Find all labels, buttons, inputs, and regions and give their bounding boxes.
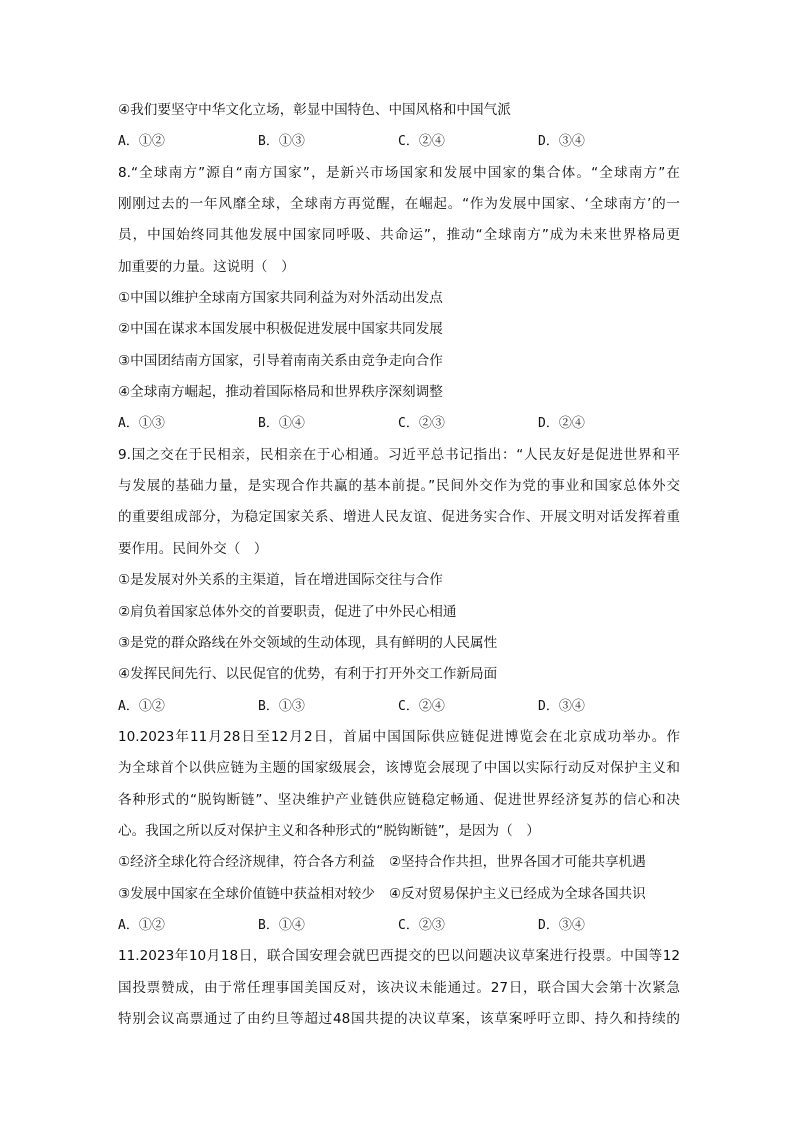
option-a: A．①③ [118, 416, 165, 432]
option-d: D．②④ [538, 416, 585, 432]
q10-statements-row [118, 847, 680, 878]
q10-stem-line: 为全球首个以供应链为主题的国家级展会，该博览会展现了中国以实际行动反对保护主义和 [118, 760, 680, 777]
q9-stem-line: 的重要组成部分，为稳定国家关系、增进人民友谊、促进务实合作、开展文明对话发挥着重 [118, 509, 680, 526]
option-c: C．②④ [398, 698, 445, 714]
option-c: C．②④ [398, 134, 445, 150]
q7-statement-4: ④我们要坚守中华文化立场，彰显中国特色、中国风格和中国气派 [118, 102, 511, 118]
q9-statement: ②肩负着国家总体外交的首要职责，促进了中外民心相通 [118, 603, 457, 620]
q11-stem-line: 特别会议高票通过了由约旦等超过48国共提的决议草案，该草案呼吁立即、持久和持续的 [118, 1010, 680, 1027]
q9-stem-line: 与发展的基础力量，是实现合作共赢的基本前提。”民间外交作为党的事业和国家总体外交 [118, 478, 680, 495]
option-a: A．①② [118, 917, 165, 933]
option-b: B．①③ [258, 134, 305, 150]
q8-statement: ③中国团结南方国家，引导着南南关系由竞争走向合作 [118, 352, 443, 369]
q8-stem-line: 员，中国始终同其他发展中国家同呼吸、共命运”，推动“全球南方”成为未来世界格局更 [118, 227, 680, 244]
q10-statement: ①经济全球化符合经济规律，符合各方利益 [118, 854, 375, 871]
q10-statements-row [118, 879, 680, 910]
q11-stem-line: 国投票赞成，由于常任理事国美国反对，该决议未能通过。27日，联合国大会第十次紧急 [118, 979, 680, 996]
q8-stem-line: 8.“全球南方”源自“南方国家”，是新兴市场国家和发展中国家的集合体。“全球南方”在 [118, 164, 680, 181]
option-c: C．②③ [398, 917, 445, 933]
q10-statement: ④反对贸易保护主义已经成为全球各国共识 [388, 885, 646, 902]
q10-statement: ②坚持合作共担，世界各国才可能共享机遇 [388, 854, 646, 871]
q9-statement: ④发挥民间先行、以民促官的优势，有利于打开外交工作新局面 [118, 666, 498, 683]
q10-options [118, 910, 680, 941]
q9-stem-line: 要作用。民间外交（ ） [118, 540, 268, 557]
q8-stem-line: 加重要的力量。这说明（ ） [118, 258, 295, 275]
q7-options [118, 126, 680, 157]
option-d: D．③④ [538, 698, 585, 714]
option-b: B．①④ [258, 917, 305, 933]
q9-statement: ③是党的群众路线在外交领域的生动体现，具有鲜明的人民属性 [118, 634, 498, 651]
option-c: C．②③ [398, 416, 445, 432]
q8-statement: ④全球南方崛起，推动着国际格局和世界秩序深刻调整 [118, 384, 443, 401]
option-b: B．①③ [258, 698, 305, 714]
option-a: A．①② [118, 134, 165, 150]
q8-stem-line: 刚刚过去的一年风靡全球，全球南方再觉醒，在崛起。“作为发展中国家、‘全球南方’的一 [118, 196, 680, 213]
q9-stem-line: 9.国之交在于民相亲，民相亲在于心相通。习近平总书记指出：“人民友好是促进世界和平 [118, 446, 680, 463]
option-a: A．①② [118, 698, 165, 714]
q11-stem-line: 11.2023年10月18日，联合国安理会就巴西提交的巴以问题决议草案进行投票。中国等12 [118, 948, 680, 965]
q9-statement: ①是发展对外关系的主渠道，旨在增进国际交往与合作 [118, 572, 443, 589]
q10-stem-line: 心。我国之所以反对保护主义和各种形式的“脱钩断链”，是因为（ ） [118, 822, 540, 839]
q10-stem-line: 10.2023年11月28日至12月2日，首届中国国际供应链促进博览会在北京成功举办。作 [118, 728, 680, 745]
exam-page [118, 95, 680, 1035]
q8-statement: ①中国以维护全球南方国家共同利益为对外活动出发点 [118, 290, 443, 307]
option-d: D．③④ [538, 917, 585, 933]
q8-statement: ②中国在谋求本国发展中积极促进发展中国家共同发展 [118, 321, 443, 338]
q10-statement: ③发展中国家在全球价值链中获益相对较少 [118, 885, 375, 902]
q8-options [118, 408, 680, 439]
option-d: D．③④ [538, 134, 585, 150]
q10-stem-line: 各种形式的“脱钩断链”、坚决维护产业链供应链稳定畅通、促进世界经济复苏的信心和决 [118, 791, 680, 808]
q9-options [118, 691, 680, 722]
option-b: B．①④ [258, 416, 305, 432]
